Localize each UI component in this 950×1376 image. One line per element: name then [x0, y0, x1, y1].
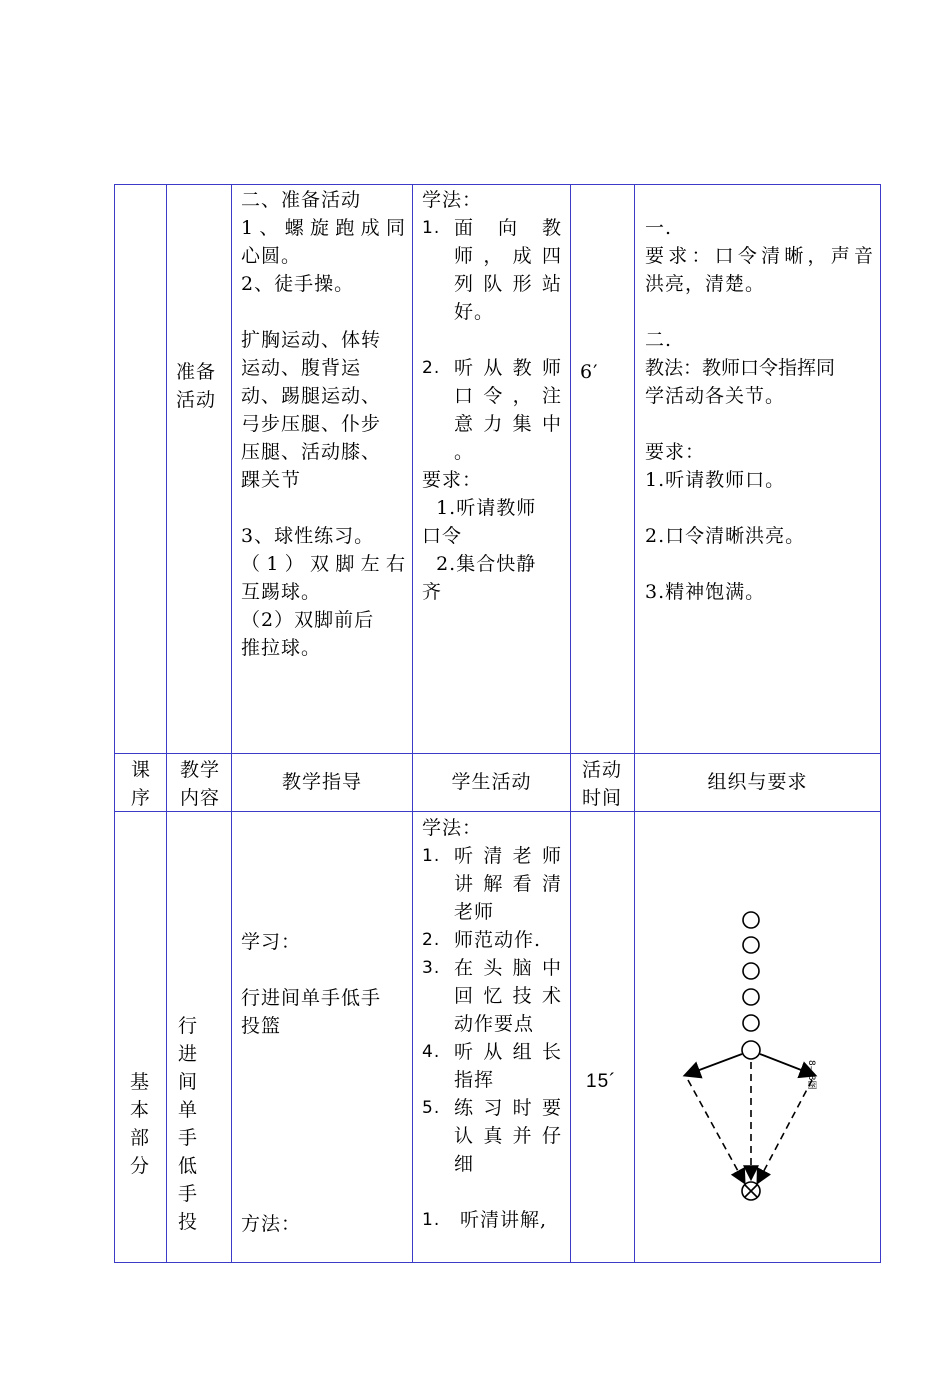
run-path-right — [758, 1080, 812, 1182]
guide-line — [241, 298, 406, 326]
warmup-content-title: 准备活动 — [176, 361, 217, 411]
list-item: 1. 听清讲解, — [422, 1209, 548, 1231]
warmup-student-activity — [422, 186, 562, 606]
list-item: 1. 面 向 教 师，成四 列队形站 好。 — [422, 214, 562, 326]
student-method-label: 学法： — [422, 817, 483, 839]
guide-line: 二、准备活动 — [241, 189, 362, 211]
guide-line: 推拉球。 — [241, 637, 322, 659]
run-paths — [688, 1062, 812, 1182]
player-circle — [743, 989, 759, 1005]
player-circle — [743, 912, 759, 928]
student-steps — [422, 842, 562, 1178]
table-col-divider-5 — [634, 184, 635, 1263]
guide-line: 心圆。 — [241, 245, 302, 267]
table-col-divider-2 — [231, 184, 232, 1263]
player-circle — [743, 963, 759, 979]
basic-student-activity — [422, 814, 562, 1234]
student-method-label: 学法： — [422, 189, 483, 211]
list-number: 2. — [422, 358, 441, 378]
basic-time: 15´ — [586, 1071, 617, 1092]
list-item: 3. 在头脑中 回忆技术 动作要点 — [422, 957, 562, 1035]
list-number: 1. — [422, 218, 441, 238]
list-item: 4. 听从组长 指挥 — [422, 1041, 562, 1091]
requirement-item: 2.集合快静 — [422, 553, 537, 575]
table-col-divider-3 — [412, 184, 413, 1263]
table-border-top — [114, 184, 881, 185]
list-item: 1. 听清老师 讲解看清 老师 — [422, 845, 562, 923]
student-requirement-label: 要求： — [422, 469, 483, 491]
formation-diagram — [636, 812, 880, 1262]
player-circle — [742, 1041, 760, 1059]
guide-line: 弓步压腿、仆步 — [241, 413, 382, 435]
guide-line: 动、踢腿运动、 — [241, 385, 382, 407]
list-item: 2. 师范动作. — [422, 929, 542, 951]
player-circle — [743, 1015, 759, 1031]
guide-line: 互踢球。 — [241, 581, 322, 603]
basic-guide-method: 方法： — [241, 1213, 302, 1235]
lesson-content-vertical: 行进间单手低手投 — [178, 1015, 199, 1233]
guide-line: 2、徒手操。 — [241, 273, 355, 295]
header-student-activity: 学生活动 — [451, 771, 532, 793]
guide-line: 1、螺旋跑成同 — [241, 217, 406, 239]
table-col-divider-4 — [570, 184, 571, 1263]
pass-arrow-left — [686, 1054, 742, 1075]
run-path-left — [688, 1080, 744, 1182]
header-organization: 组织与要求 — [707, 771, 808, 793]
guide-line: （1）双脚左右 — [241, 553, 406, 575]
table-col-divider-1 — [166, 184, 167, 1263]
header-lesson-order: 课序 — [130, 759, 151, 809]
section-basic-part: 基本部分 — [130, 1071, 151, 1177]
table-border-bottom — [114, 1262, 881, 1263]
list-item: 5. 练习时要 认真并仔 细 — [422, 1097, 562, 1175]
header-activity-time: 活动时间 — [581, 759, 622, 809]
list-item: 2. 听从教师 口令，注 意力集中 。 — [422, 354, 562, 466]
warmup-guide-text — [241, 186, 406, 662]
requirement-item: 齐 — [422, 581, 443, 603]
table-row-divider-1 — [114, 753, 881, 754]
guide-line: 踝关节 — [241, 469, 302, 491]
diagram-caption: 8—8图 — [806, 1060, 816, 1090]
header-teaching-content: 教学内容 — [179, 759, 220, 809]
warmup-time: 6′ — [580, 361, 599, 383]
guide-line: 扩胸运动、体转 — [241, 329, 382, 351]
table-border-left — [114, 184, 115, 1263]
player-circle — [743, 937, 759, 953]
header-teaching-guidance: 教学指导 — [281, 771, 362, 793]
basket-icon — [742, 1182, 760, 1200]
requirement-item: 1.听请教师 — [422, 497, 537, 519]
warmup-org-requirements: 一. 要求：口令清晰，声音 洪亮，清楚。 二. 教法：教师口令指挥同 学活动各关节。 要求： 1.听请教师口。 2.口令清晰洪亮。 3.精神饱满。 — [645, 217, 873, 603]
player-queue — [742, 912, 760, 1059]
requirement-item: 口令 — [422, 525, 463, 547]
formation-diagram-svg — [636, 812, 880, 1262]
student-steps — [422, 214, 562, 466]
table-border-right — [880, 184, 881, 1263]
guide-line: 运动、腹背运 — [241, 357, 362, 379]
guide-line: 压腿、活动膝、 — [241, 441, 382, 463]
basic-guide-text: 学习： 行进间单手低手 投篮 — [241, 931, 382, 1037]
guide-line: 3、球性练习。 — [241, 525, 375, 547]
guide-line — [241, 494, 406, 522]
guide-line: （2）双脚前后 — [241, 609, 375, 631]
